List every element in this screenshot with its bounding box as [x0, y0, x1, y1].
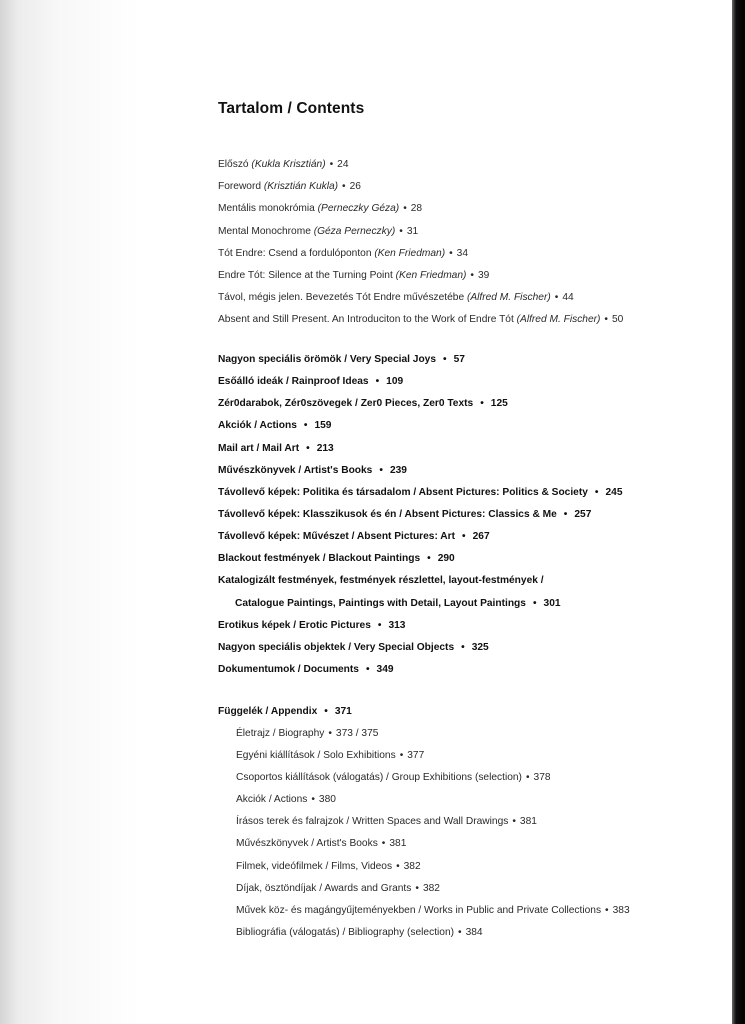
bullet-separator: •: [342, 181, 346, 193]
entry-title: Előszó: [218, 159, 252, 170]
chapter-entry: [218, 415, 622, 437]
chapter-title: Blackout festmények / Blackout Paintings: [218, 553, 421, 565]
bullet-separator: •: [329, 159, 334, 170]
entry-page: 381: [389, 838, 407, 850]
chapter-title: Távollevő képek: Politika és társadalom / Absent Pictures: Politics & Society: [218, 486, 588, 498]
appendix-entry: [236, 789, 630, 811]
chapter-page: 239: [389, 464, 407, 476]
entry-page: 24: [337, 159, 349, 170]
bullet-separator: •: [415, 882, 419, 894]
chapter-entry: [218, 460, 622, 482]
appendix-heading-entry: [218, 701, 352, 723]
bullet-separator: •: [306, 442, 310, 454]
chapter-page: 290: [437, 553, 455, 565]
entry-page: 34: [456, 247, 469, 259]
chapter-title: Távollevő képek: Klasszikusok és én / Absent Pictures: Classics & Me: [218, 508, 557, 520]
chapter-entry: [218, 482, 622, 504]
bullet-separator: •: [365, 663, 370, 675]
appendix-entry: [236, 878, 630, 900]
bullet-separator: •: [399, 750, 404, 762]
entry-page: 381: [519, 816, 537, 828]
appendix-page: 371: [334, 706, 352, 717]
bullet-separator: •: [303, 420, 308, 432]
entry-page: 382: [422, 882, 440, 894]
bullet-separator: •: [324, 706, 328, 717]
entry-author: (Kukla Krisztián): [251, 159, 326, 170]
chapter-title: Művészkönyvek / Artist's Books: [218, 464, 373, 476]
intro-list: [218, 154, 623, 332]
chapter-entry: [218, 659, 622, 681]
bullet-separator: •: [328, 728, 332, 739]
bullet-separator: •: [381, 838, 386, 850]
toc-entry: [218, 265, 623, 287]
bullet-separator: •: [525, 772, 530, 784]
bullet-separator: •: [594, 486, 599, 498]
bullet-separator: •: [458, 926, 462, 938]
bullet-separator: •: [554, 292, 559, 304]
appendix-entry: [236, 811, 630, 833]
bullet-separator: •: [605, 904, 609, 916]
page-title: Tartalom / Contents: [218, 100, 365, 117]
bullet-separator: •: [311, 794, 315, 806]
chapter-page: 325: [471, 641, 489, 653]
entry-title: Csoportos kiállítások (válogatás) / Group Exhibitions (selection): [236, 772, 522, 784]
entry-page: 28: [410, 203, 423, 215]
chapter-page: 57: [453, 354, 465, 365]
bullet-separator: •: [396, 860, 400, 872]
chapter-title: Mail art / Mail Art: [218, 442, 300, 454]
entry-title: Akciók / Actions: [236, 794, 308, 806]
chapter-title: Esőálló ideák / Rainproof Ideas: [218, 376, 369, 388]
entry-page: 380: [318, 794, 336, 806]
entry-author: (Alfred M. Fischer): [466, 292, 551, 304]
chapter-page: 245: [605, 486, 623, 498]
chapter-page: 313: [388, 619, 406, 631]
chapter-title: Nagyon speciális örömök / Very Special Joys: [218, 354, 436, 365]
chapter-page: 125: [490, 398, 508, 410]
bullet-separator: •: [449, 247, 453, 259]
bullet-separator: •: [604, 314, 608, 326]
entry-title: Egyéni kiállítások / Solo Exhibitions: [236, 750, 396, 762]
entry-author: (Ken Friedman): [374, 247, 446, 259]
chapter-entry: [218, 548, 622, 570]
chapter-entry: [218, 504, 622, 526]
entry-page: 44: [562, 292, 574, 304]
appendix-entry: [236, 767, 630, 789]
chapter-page: 301: [543, 597, 561, 609]
bullet-separator: •: [379, 464, 383, 476]
entry-page: 378: [533, 772, 551, 784]
entry-page: 26: [349, 181, 361, 193]
bullet-separator: •: [427, 553, 431, 565]
entry-title: Foreword: [218, 181, 264, 193]
bullet-separator: •: [443, 354, 447, 365]
bullet-separator: •: [480, 398, 484, 410]
chapter-title: Dokumentumok / Documents: [218, 663, 359, 675]
entry-page: 384: [465, 926, 483, 938]
chapter-entry: [218, 349, 622, 371]
toc-entry: [218, 154, 623, 176]
entry-title: Mentális monokrómia: [218, 203, 318, 215]
chapter-page: 349: [376, 663, 394, 675]
toc-entry: [218, 309, 623, 331]
entry-title: Művészkönyvek / Artist's Books: [236, 838, 378, 850]
entry-title: Tót Endre: Csend a fordulóponton: [218, 247, 375, 259]
appendix-entry: [236, 833, 630, 855]
chapter-title: Távollevő képek: Művészet / Absent Pictures: Art: [218, 531, 456, 543]
appendix-heading: [218, 701, 352, 723]
entry-title: Filmek, videófilmek / Films, Videos: [236, 860, 393, 872]
chapter-entry: [218, 637, 622, 659]
chapter-title: Erotikus képek / Erotic Pictures: [218, 619, 371, 631]
bullet-separator: •: [470, 269, 474, 281]
entry-author: (Alfred M. Fischer): [516, 314, 601, 326]
chapter-entry: [218, 393, 622, 415]
entry-title: Endre Tót: Silence at the Turning Point: [218, 269, 396, 281]
entry-page: 39: [478, 269, 490, 281]
appendix-entry: [236, 900, 630, 922]
appendix-entry: [236, 745, 630, 767]
appendix-entry: [236, 922, 630, 944]
chapter-entry: [218, 593, 622, 615]
chapter-entry: [218, 438, 622, 460]
entry-author: (Géza Perneczky): [313, 225, 396, 237]
appendix-title: Függelék / Appendix: [218, 706, 318, 717]
entry-page: 382: [403, 860, 421, 872]
chapter-title: Katalogizált festmények, festmények részlettel, layout-festmények /: [218, 575, 544, 587]
entry-title: Mental Monochrome: [218, 225, 314, 237]
entry-page: 383: [612, 904, 630, 916]
bullet-separator: •: [512, 816, 516, 828]
bullet-separator: •: [532, 597, 537, 609]
entry-page: 377: [407, 750, 425, 762]
appendix-entry: [236, 723, 630, 745]
entry-page: 31: [406, 225, 419, 237]
entry-title: Írásos terek és falrajzok / Written Spaces and Wall Drawings: [236, 816, 509, 828]
bullet-separator: •: [399, 225, 403, 237]
entry-author: (Ken Friedman): [395, 269, 467, 281]
bullet-separator: •: [375, 376, 380, 388]
entry-title: Absent and Still Present. An Introduciton to the Work of Endre Tót: [218, 314, 517, 326]
toc-entry: [218, 176, 623, 198]
chapter-entry: [218, 570, 622, 592]
bullet-separator: •: [377, 619, 382, 631]
entry-page: 373 / 375: [335, 728, 379, 739]
toc-entry: [218, 287, 623, 309]
entry-title: Életrajz / Biography: [236, 728, 325, 739]
entry-title: Díjak, ösztöndíjak / Awards and Grants: [236, 882, 412, 894]
chapter-page: 257: [574, 508, 592, 520]
toc-entry: [218, 243, 623, 265]
chapter-page: 159: [314, 420, 332, 432]
toc-entry: [218, 221, 623, 243]
chapter-page: 213: [316, 442, 334, 454]
appendix-entry: [236, 856, 630, 878]
bullet-separator: •: [462, 531, 466, 543]
chapter-page: 109: [386, 376, 404, 388]
book-spine-shadow: [732, 0, 745, 1024]
entry-author: (Krisztián Kukla): [263, 181, 339, 193]
bullet-separator: •: [461, 641, 465, 653]
entry-title: Bibliográfia (válogatás) / Bibliography (selection): [236, 926, 455, 938]
appendix-list: [236, 723, 630, 944]
entry-title: Távol, mégis jelen. Bevezetés Tót Endre művészetébe: [218, 292, 467, 304]
chapter-title: Catalogue Paintings, Paintings with Detail, Layout Paintings: [235, 597, 526, 609]
entry-page: 50: [611, 314, 624, 326]
toc-entry: [218, 198, 623, 220]
chapter-list: [218, 349, 622, 681]
chapter-entry: [218, 615, 622, 637]
bullet-separator: •: [403, 203, 407, 215]
chapter-entry: [218, 526, 622, 548]
entry-title: Művek köz- és magángyűjteményekben / Works in Public and Private Collections: [236, 904, 602, 916]
entry-author: (Perneczky Géza): [317, 203, 400, 215]
chapter-title: Nagyon speciális objektek / Very Special Objects: [218, 641, 455, 653]
bullet-separator: •: [563, 508, 568, 520]
chapter-page: 267: [472, 531, 490, 543]
chapter-title: Zér0darabok, Zér0szövegek / Zer0 Pieces, Zer0 Texts: [218, 398, 474, 410]
chapter-title: Akciók / Actions: [218, 420, 297, 432]
chapter-entry: [218, 371, 622, 393]
